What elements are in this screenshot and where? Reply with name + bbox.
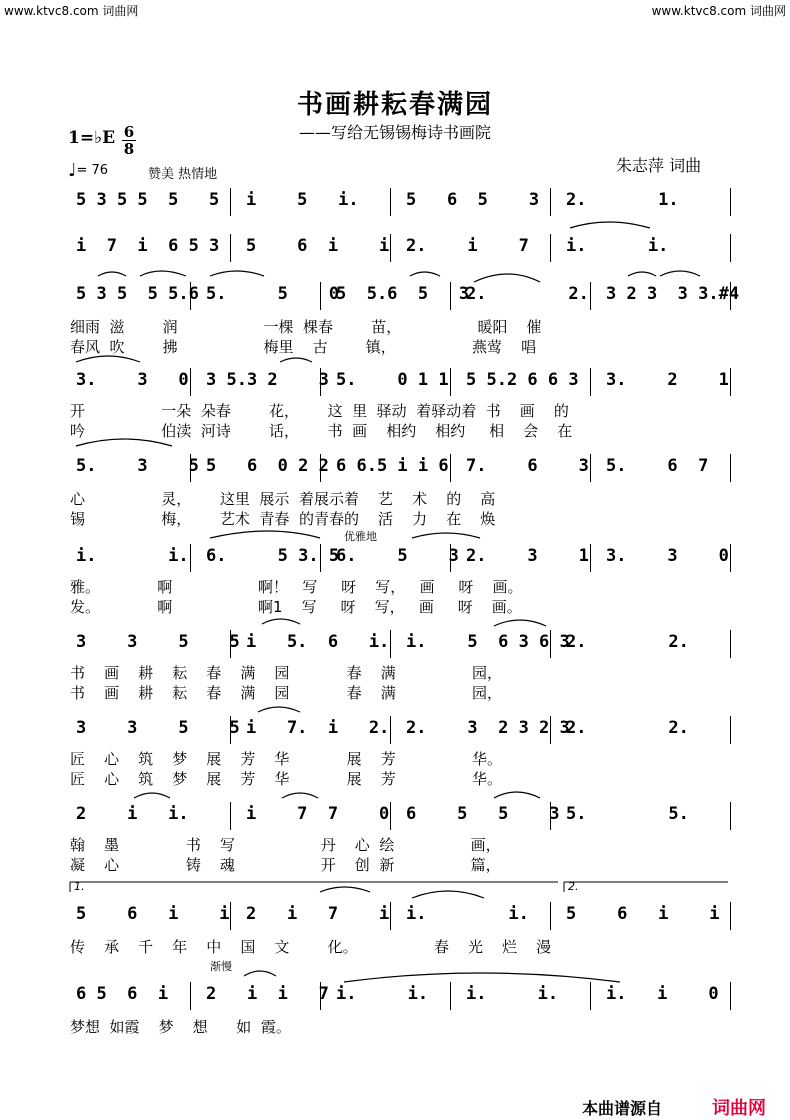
bar-line	[730, 188, 731, 216]
bar-line	[590, 368, 591, 396]
bar-line	[730, 282, 731, 310]
bar-line	[230, 234, 231, 262]
lyric-line: 书 画 耕 耘 春 满 园 春 满 园，	[70, 684, 503, 702]
staff-row	[70, 540, 730, 576]
bar-line	[390, 902, 391, 930]
lyric-line: 锡 梅， 艺术 青春 的青春的 活 力 在 焕	[70, 510, 496, 528]
bar-line	[230, 802, 231, 830]
measure-notes: 5 3 5 5 5 5	[76, 190, 220, 210]
slur	[660, 271, 700, 276]
bar-line	[730, 368, 731, 396]
measure-notes: 6. 5 3. 5	[206, 546, 340, 566]
bar-line	[320, 454, 321, 482]
bar-line	[730, 630, 731, 658]
slur	[410, 272, 440, 276]
measure-notes: i 7 i 6 5 3	[76, 236, 220, 256]
bar-line	[190, 282, 191, 310]
measure-notes: 2. 3 2 3 2 3	[406, 718, 570, 738]
measure-notes: 2. 2.	[566, 632, 689, 652]
bar-line	[390, 802, 391, 830]
slur	[262, 619, 300, 624]
measure-notes: 5 6 i i	[566, 904, 720, 924]
bar-line	[190, 454, 191, 482]
bar-line	[590, 282, 591, 310]
expression-ritardando: 渐慢	[210, 960, 232, 973]
bar-line	[590, 454, 591, 482]
measure-notes: 5. 5 0	[206, 284, 340, 304]
bar-line	[230, 902, 231, 930]
lyric-line: 发。 啊 啊1 写 呀 写， 画 呀 画。	[70, 598, 522, 616]
measure-notes: 5 6 i i	[246, 236, 390, 256]
staff-row	[70, 978, 730, 1014]
lyric-line: 吟 伯渎 河诗 话， 书 画 相约 相约 相 会 在	[70, 422, 573, 440]
measure-notes: 5 6 0 2 2	[206, 456, 329, 476]
measure-notes: 2 i i 7	[206, 984, 329, 1004]
measure-notes: 6 5 5 3	[406, 804, 560, 824]
bar-line	[190, 982, 191, 1010]
lyric-line: 雅。 啊 啊！ 写 呀 写， 画 呀 画。	[70, 578, 523, 596]
song-title: 书画耕耘春满园	[296, 90, 493, 120]
slur	[98, 272, 126, 276]
bar-line	[550, 902, 551, 930]
slur	[280, 358, 312, 362]
measure-notes: 3 3 5 5	[76, 718, 240, 738]
measure-notes: 3 5.3 2 3	[206, 370, 329, 390]
lyric-line: 匠 心 筑 梦 展 芳 华 展 芳 华。	[70, 750, 503, 768]
measure-notes: 2. 2.	[566, 718, 689, 738]
measure-notes: 3. 3 0	[76, 370, 189, 390]
measure-notes: i. i.	[336, 984, 429, 1004]
measure-notes: 6. 5 3	[336, 546, 459, 566]
meter-top: 6	[123, 123, 135, 141]
bar-line	[390, 716, 391, 744]
bar-line	[550, 188, 551, 216]
expression-mark: 赞美 热情地	[148, 167, 218, 182]
measure-notes: 5 3 5 5 5.6	[76, 284, 199, 304]
measure-notes: i. i.	[566, 236, 669, 256]
measure-notes: 5 6 i i	[76, 904, 230, 924]
bar-line	[550, 234, 551, 262]
bar-line	[320, 982, 321, 1010]
bar-line	[450, 282, 451, 310]
quarter-note-icon: ♩	[68, 160, 77, 181]
measure-notes: 2 i i.	[76, 804, 189, 824]
tempo-value: = 76	[76, 163, 109, 178]
measure-notes: i. i.	[76, 546, 189, 566]
footer-brand-logo: 词曲网	[712, 1098, 766, 1119]
bar-line	[230, 716, 231, 744]
measure-notes: i. i.	[466, 984, 559, 1004]
bar-line	[730, 982, 731, 1010]
staff-row	[70, 712, 730, 748]
lyric-line: 春风 吹 拂 梅里 古 镇， 燕莺 唱	[70, 338, 537, 356]
watermark-left: www.ktvc8.com 词曲网	[4, 4, 139, 18]
slur	[210, 271, 264, 276]
measure-notes: i. 5 6 3 6 3	[406, 632, 570, 652]
bar-line	[450, 368, 451, 396]
slur	[210, 531, 320, 538]
measure-notes: 2. 3 1	[466, 546, 589, 566]
bar-line	[390, 630, 391, 658]
measure-notes: i 5. 6 i.	[246, 632, 390, 652]
measure-notes: 5 6 5 3	[406, 190, 540, 210]
measure-notes: 5. 3 5	[76, 456, 199, 476]
song-subtitle: ——写给无锡锡梅诗书画院	[298, 123, 491, 142]
measure-notes: 5. 6 7	[606, 456, 709, 476]
measure-notes: 6 6.5 i i 6	[336, 456, 449, 476]
measure-notes: 3. 3 0	[606, 546, 729, 566]
staff-row	[70, 364, 730, 400]
slur	[412, 891, 484, 898]
bar-line	[730, 234, 731, 262]
measure-notes: 2 i 7 i	[246, 904, 390, 924]
bar-line	[730, 902, 731, 930]
slur	[320, 887, 370, 892]
staff-row	[70, 450, 730, 486]
bar-line	[390, 188, 391, 216]
bar-line	[320, 282, 321, 310]
bar-line	[550, 630, 551, 658]
bar-line	[550, 802, 551, 830]
lyric-line: 心 灵， 这里 展示 着展示着 艺 术 的 高	[70, 490, 496, 508]
lyric-line: 匠 心 筑 梦 展 芳 华 展 芳 华。	[70, 770, 503, 788]
measure-notes: 5 5.2 6 6 3	[466, 370, 579, 390]
measure-notes: i 5 i.	[246, 190, 359, 210]
meter-bottom: 8	[123, 140, 135, 158]
measure-notes: 5. 5.	[566, 804, 689, 824]
staff-row	[70, 184, 730, 220]
measure-notes: i. i.	[406, 904, 529, 924]
bar-line	[320, 368, 321, 396]
expression-graceful: 优雅地	[344, 530, 377, 543]
measure-notes: i 7. i 2.	[246, 718, 390, 738]
bar-line	[390, 234, 391, 262]
measure-notes: 2. i 7	[406, 236, 529, 256]
volta-2: 2.	[568, 880, 579, 893]
lyric-line: 翰 墨 书 写 丹 心 绘 画，	[70, 836, 501, 854]
slur	[412, 533, 480, 538]
slur	[570, 222, 650, 228]
lyric-line: 细雨 滋 润 一棵 棵春 苗， 暖阳 催	[70, 318, 542, 336]
time-signature	[122, 124, 136, 157]
measure-notes: 7. 6 3	[466, 456, 589, 476]
lyric-line: 传 承 千 年 中 国 文 化。 春 光 烂 漫	[70, 938, 552, 956]
staff-row	[70, 798, 730, 834]
measure-notes: 3 2 3 3 3.#4	[606, 284, 740, 304]
bar-line	[450, 982, 451, 1010]
key-signature: 1=♭E	[68, 128, 116, 148]
lyric-line: 凝 心 铸 魂 开 创 新 篇，	[70, 856, 501, 874]
measure-notes: 3. 2 1	[606, 370, 729, 390]
bar-line	[230, 188, 231, 216]
slur	[140, 271, 186, 276]
author-credit: 朱志萍 词曲	[616, 156, 702, 175]
watermark-right: www.ktvc8.com 词曲网	[651, 4, 786, 18]
lyric-line: 书 画 耕 耘 春 满 园 春 满 园，	[70, 664, 503, 682]
bar-line	[320, 544, 321, 572]
bar-line	[550, 716, 551, 744]
measure-notes: 3 3 5 5	[76, 632, 240, 652]
measure-notes: i. i 0	[606, 984, 719, 1004]
bar-line	[730, 802, 731, 830]
lyric-line: 梦想 如霞 梦 想 如 霞。	[70, 1018, 291, 1036]
bar-line	[190, 368, 191, 396]
slur	[244, 971, 276, 976]
volta-1: 1.	[74, 880, 85, 893]
bar-line	[450, 544, 451, 572]
bar-line	[590, 544, 591, 572]
slur	[628, 272, 656, 276]
bar-line	[230, 630, 231, 658]
bar-line	[730, 454, 731, 482]
lyric-line: 开 一朵 朵春 花， 这 里 驿动 着驿动着 书 画 的	[70, 402, 569, 420]
bar-line	[730, 716, 731, 744]
measure-notes: 5 5.6 5 3	[336, 284, 470, 304]
staff-row	[70, 278, 740, 314]
measure-notes: 2. 2.	[466, 284, 589, 304]
staff-row	[70, 230, 730, 266]
footer-source-text: 本曲谱源自	[582, 1099, 663, 1118]
measure-notes: i 7 7 0	[246, 804, 390, 824]
measure-notes: 2. 1.	[566, 190, 679, 210]
bar-line	[450, 454, 451, 482]
bar-line	[730, 544, 731, 572]
staff-row	[70, 898, 730, 934]
measure-notes: 5. 0 1 1	[336, 370, 449, 390]
measure-notes: 6 5 6 i	[76, 984, 169, 1004]
bar-line	[190, 544, 191, 572]
bar-line	[590, 982, 591, 1010]
tempo-mark	[68, 160, 108, 181]
staff-row	[70, 626, 730, 662]
